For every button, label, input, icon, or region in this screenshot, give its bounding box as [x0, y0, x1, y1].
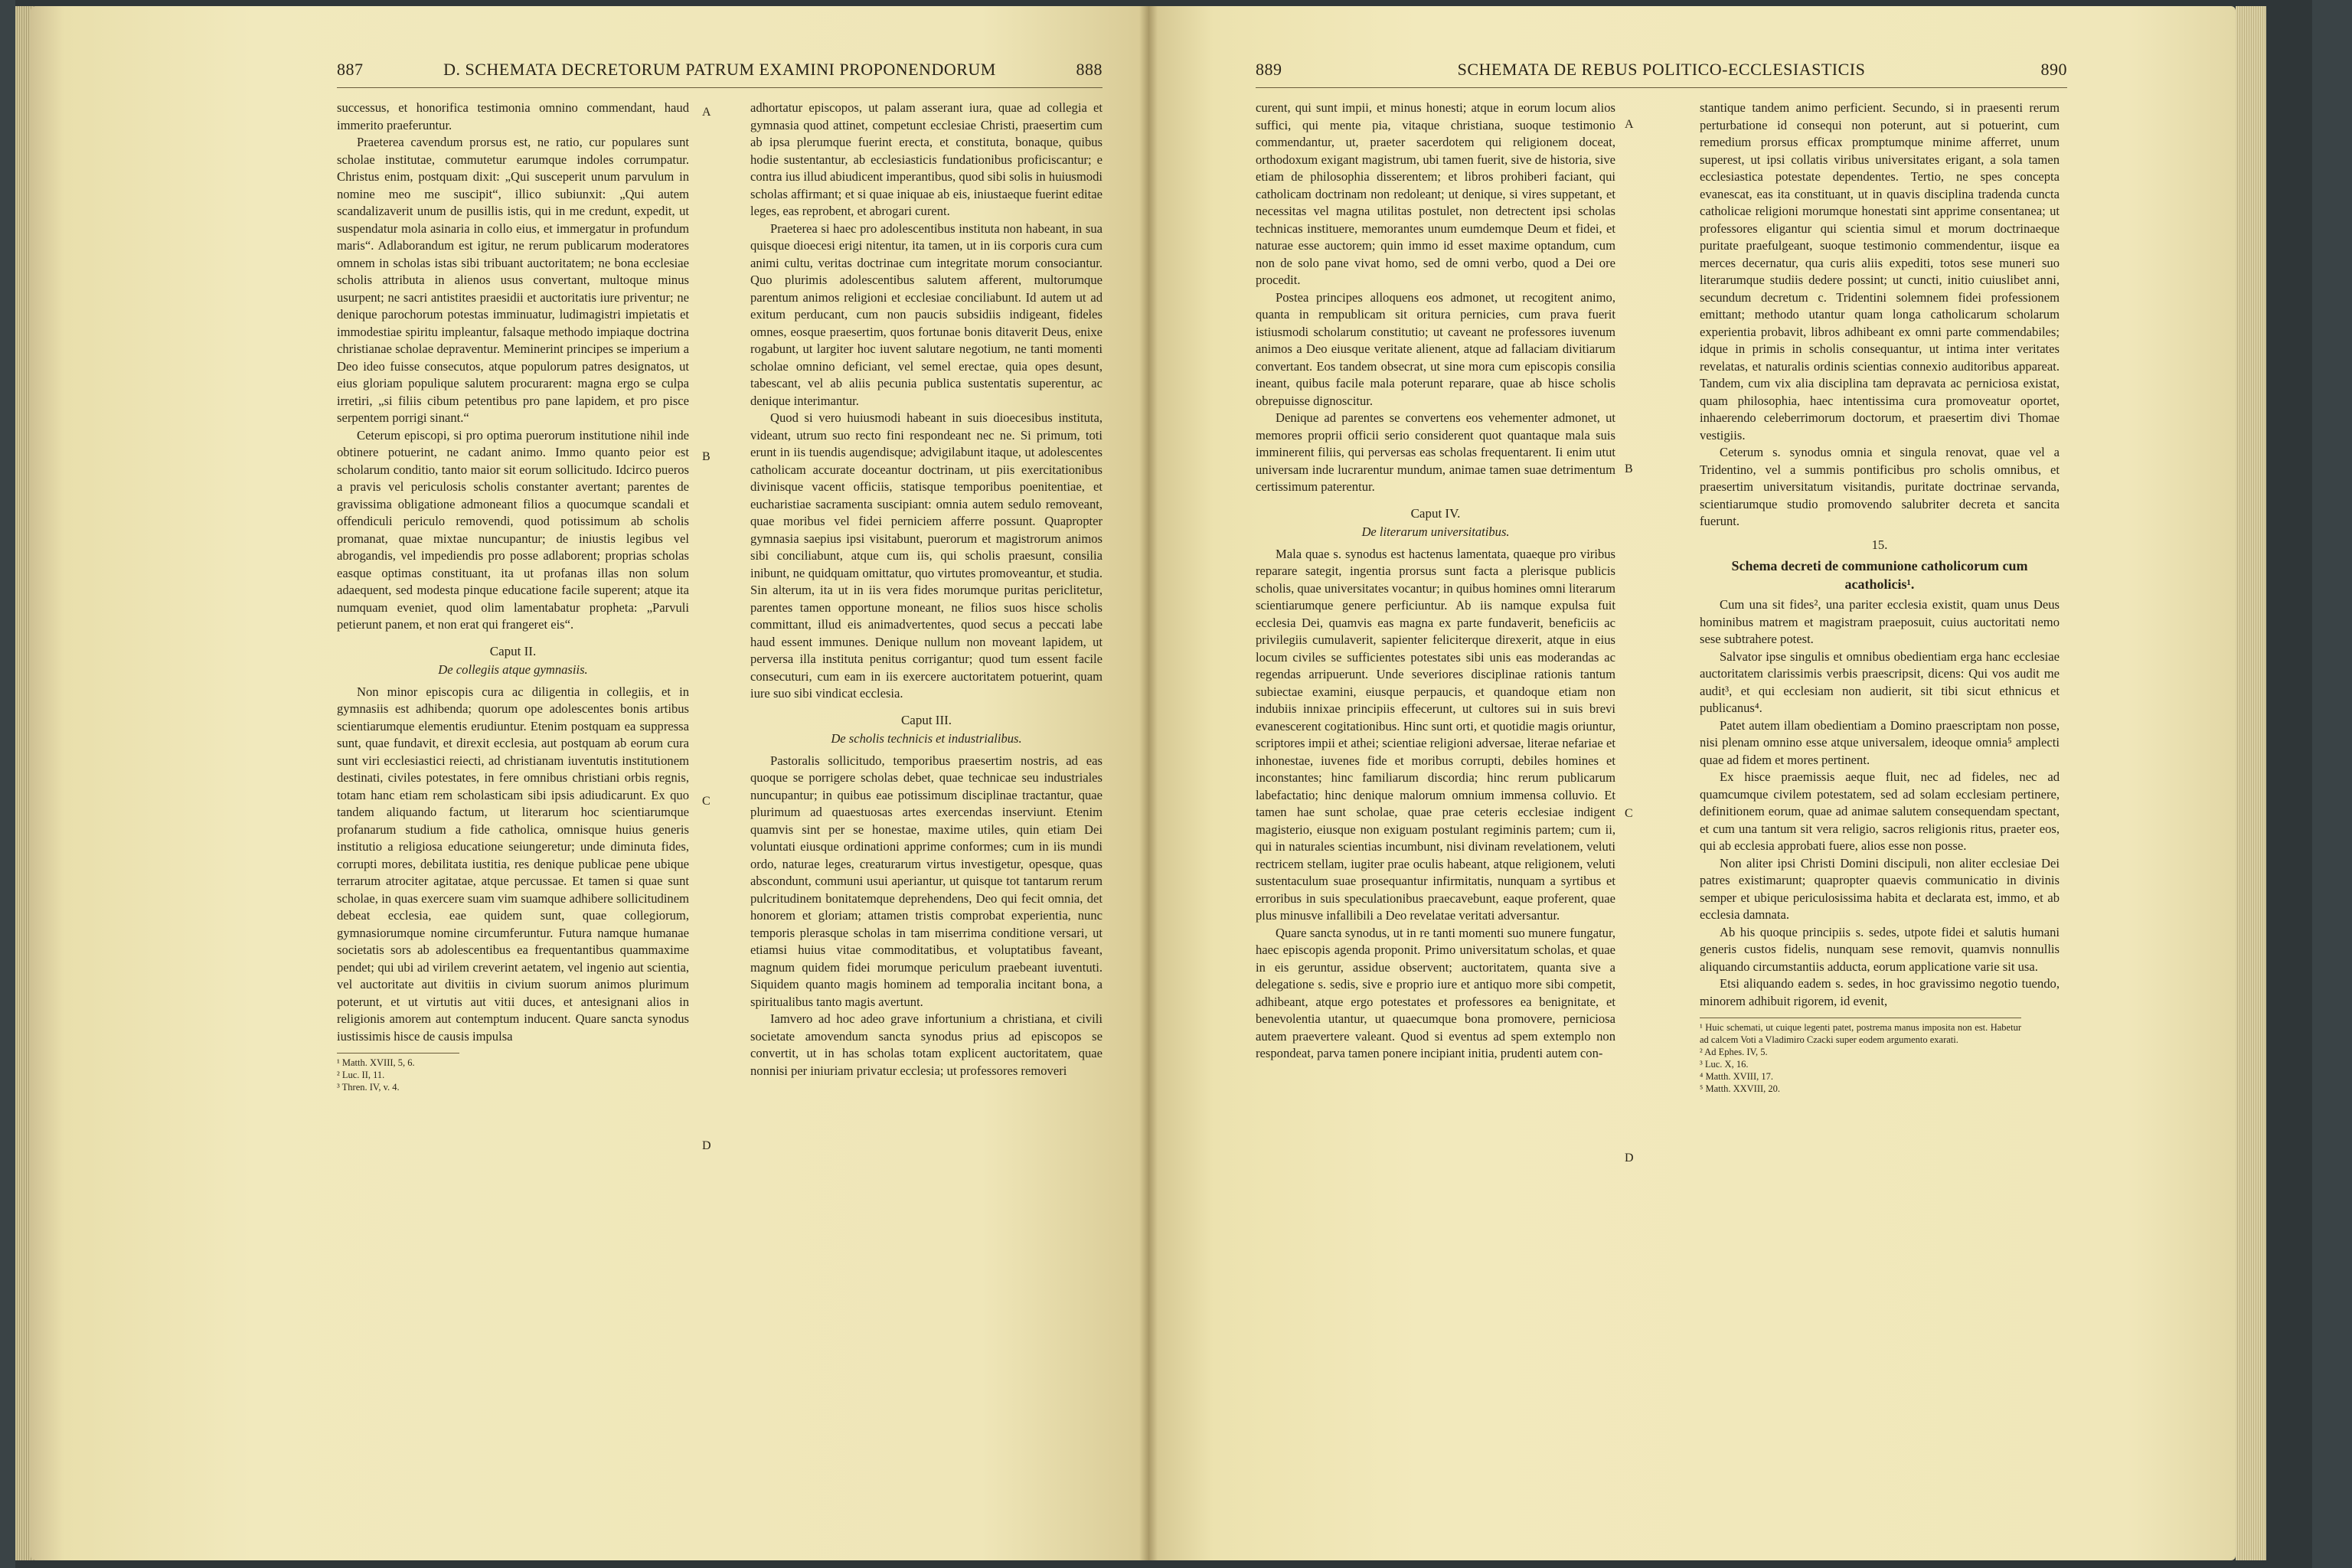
- right-page-header: [1256, 60, 2067, 80]
- footnote: ¹ Matth. XVIII, 5, 6.: [337, 1057, 415, 1068]
- chapter-subtitle: De literarum universitatibus.: [1361, 524, 1510, 539]
- paragraph: successus, et honorifica testimonia omnino commendant, haud immerito praeferuntur.: [337, 100, 689, 132]
- paragraph: Iamvero ad hoc adeo grave infortunium a christiana, et civili societate amovendum sancta synodus prius ad episcopos se convertit, ut in has scholas totam explicent auctoritatem, quae nonnisi per iniuriam privatur ecclesia; ut professores removeri: [750, 1011, 1102, 1078]
- schema-number: 15.: [1871, 537, 1888, 552]
- paragraph: Etsi aliquando eadem s. sedes, in hoc gravissimo negotio tuendo, minorem adhibuit rigorem, id evenit,: [1700, 976, 2060, 1008]
- page-number-890: 890: [2040, 60, 2067, 79]
- paragraph: Quare sancta synodus, ut in re tanti momenti suo munere fungatur, haec episcopis agenda proponit. Primo universitatum scholas, et quae in eis geruntur, assidue observent; auctoritatem, quanta sive a delegatione s. sedis, sive e proprio iure et antiquo more sibi competit, adhibeant, atque ergo potestates et professores ea benignitate, et benevolentia utantur, ut quaecumque bona promovere, perniciosa autem praevertere valeant. Quod si eventus ad spem extemplo non respondeat, parva tamen ponere incipiant initia, prudenti autem con-: [1256, 925, 1615, 1060]
- chapter-subtitle: De collegiis atque gymnasiis.: [438, 662, 588, 677]
- section-marker-d: D: [702, 1139, 711, 1152]
- paragraph: Postea principes alloquens eos admonet, ut recogitent animo, quanta in rempublicam sit oritura pernicies, cum prava fuerit istiusmodi scholarum constitutio; ut caveant ne professores iuvenum animos a Deo eiusque veritate alienent, atque ad fallaciam divitiarum convertant. Eos tandem obsecrat, ut sine mora cum episcopis consilia ineant, quibus facile mala poterunt reparare, quae ab hisce scholis obrepuisse dignoscitur.: [1256, 289, 1615, 408]
- running-title-right: SCHEMATA DE REBUS POLITICO-ECCLESIASTICIS: [1457, 60, 1866, 79]
- paragraph: stantique tandem animo perficient. Secundo, si in praesenti rerum perturbatione id consequi non poterunt, aut si potuerint, cum remedium prorsus efficax promptumque minime afferret, unum superest, ut ipsi collatis viribus universitates erigant, a sola tamen ecclesiastica potestate dependentes. Tertio, ne spes concepta evanescat, eas ita constituant, ut in quavis disciplina tradenda cuncta catholicae religioni morumque honestati sint apprime consentanea; ut professores eligantur qui scientia simul et morum doctrinaeque puritate praefulgeant, suoque testimonio commendentur, iisque ea merces decernatur, qua curis aliis expediti, totos sese muneri suo literarumque studiis dedere possint; ut cuncti, initio cuiuslibet anni, secundum decretum c. Tridentini solemnem fidei professionem emittant; methodo utantur quam longa catholicarum scholarum experientia probavit, libros adhibeant ex omni parte commendabiles; idque in primis in scholis consequantur, ut intima inter veritates revelatas, et naturalis ordinis scientias connexio auditoribus appareat. Tandem, cum vix alia disciplina tam depravata ac perniciosa existat, quam philosophia, haec intentissima cura promoveatur oportet, inhaerendo celeberrimorum doctorum, et praesertim divi Thomae vestigiis.: [1700, 100, 2060, 443]
- footnote: ² Luc. II, 11.: [337, 1070, 385, 1080]
- paragraph: Ex hisce praemissis aeque fluit, nec ad fideles, nec ad quamcumque civilem potestatem, sed ad solam ecclesiam pertinere, definitionem eorum, quae ad animae salutem consequendam spectant, et cum una tantum sit vera religio, sacros religionis ritus, praeter eos, qui ab ecclesia approbati fuere, alios esse non posse.: [1700, 769, 2060, 853]
- paragraph: adhortatur episcopos, ut palam asserant iura, quae ad collegia et gymnasia quod attinet, competunt ecclesiae Christi, praesertim cum ab ipsa plerumque fuerint erecta, et constituta, bonaque, quibus hodie sustentantur, ab ecclesiasticis fundationibus proficiscantur; e contra ius illud abiudicent imperantibus, quod sibi solis in huiusmodi scholas affirmant; et si quae iniquae ab eis, iniustaeque fuerint editae leges, eas reprobent, et abrogari curent.: [750, 100, 1102, 218]
- header-rule-right: [1256, 87, 2067, 88]
- footnote: ³ Luc. X, 16.: [1700, 1059, 1749, 1070]
- footnote: ³ Thren. IV, v. 4.: [337, 1082, 400, 1093]
- page-number-888: 888: [1076, 60, 1102, 79]
- paragraph: Ceterum episcopi, si pro optima puerorum institutione nihil inde obtinere potuerint, ne cadant animo. Immo quanto peior est scholarum conditio, tanto maior sit eorum sollicitudo. Idcirco pueros a pravis vel periculosis scholis constanter avertant; parentes de gravissima obligatione admoneant filios a quocumque scandali et offendiculi periculo removendi, quod potissimum ab scholis promanat, quae mixtae nuncupantur; de iniustis legibus vel abrogandis, vel impediendis pro posse adlaborent; proprias scholas easque optimas constituant, ita ut profanas illas non solum adaequent, sed modesta pinque educatione facile superent; atque ita numquam eveniet, quod olim lamentabatur propheta: „Parvuli petierunt panem, et non erat qui frangeret eis“.: [337, 427, 689, 632]
- schema-title: Schema decreti de communione catholicorum cum acatholicis¹.: [1731, 558, 2028, 592]
- chapter-heading: Caput IV.: [1410, 505, 1461, 521]
- paragraph: Praeterea cavendum prorsus est, ne ratio, cur populares sunt scholae institutae, commutetur earumque indoles corrumpatur. Christus enim, postquam dixit: „Qui susceperit unum parvulum in nomine meo me suscipit“, illico subiunxit: „Qui autem scandalizaverit unum de pusillis istis, qui in me credunt, expedit, ut suspendatur mola asinaria in collo eius, et immergatur in profundum maris“. Adlaborandum est igitur, ne rerum publicarum moderatores omnem in scholas istas sibi tribuant auctoritatem; ne bona ecclesiae scholis attributa in alienos usus convertant, multoque minus usurpent; ne sacri antistites praesidii et auctoritatis iure priventur; ne denique parochorum potestas imminuatur, ludimagistri impietatis et immodestiae spiritu impleantur, falsaque methodo impiaque doctrina christianae scholae depraventur. Meminerint principes se imperium a Deo ideo fuisse consecutos, atque populorum patres designatos, ut eius gloriam populique salutem procurarent: magna ergo se culpa irretiri, „si filiis cibum petentibus pro pane lapidem, et pro pisce serpentem porrigi sinant.“: [337, 135, 689, 425]
- footnote: ² Ad Ephes. IV, 5.: [1700, 1047, 1768, 1057]
- page-number-889: 889: [1256, 60, 1282, 79]
- paragraph: Salvator ipse singulis et omnibus obedientiam erga hanc ecclesiae auctoritatem clarissimis verbis praescripsit, dicens: Qui vos audit me audit³, et qui ecclesiam non audierit, sit tibi sicut ethnicus et publicanus⁴.: [1700, 648, 2060, 715]
- section-marker-c: C: [702, 795, 710, 808]
- section-marker-a: A: [702, 106, 711, 119]
- paragraph: curent, qui sunt impii, et minus honesti; atque in eorum locum alios suffici, qui mente pia, vitaque christiana, suoque testimonio commendantur, ut, praeter sacerdotem qui religionem doceat, orthodoxum exigant magistrum, ubi tamen fuerit, sive de historia, sive etiam de philosophia disserentem; et libros prohiberi faciant, qui catholicam doctrinam non redoleant; ut denique, si vires suppetant, et necessitas vel magna utilitas postulet, non detrectent ipsi scholas technicas instituere, memorantes unum eumdemque Deum et fidei, et naturae esse auctorem; quin immo id esset maxime optandum, cum non de solo pane vivat homo, sed de omni verbo, quod a Dei ore procedit.: [1256, 100, 1615, 287]
- footnotes: [1700, 1018, 2021, 1095]
- right-page-column-2: [1700, 100, 2060, 1095]
- paragraph: Non aliter ipsi Christi Domini discipuli, non aliter ecclesiae Dei patres existimarunt; quapropter quaevis communicatio in divinis semper et ubique periculosissima habita et declarata est, immo, et ab ecclesia damnata.: [1700, 855, 2060, 922]
- right-page: [1148, 6, 2236, 1560]
- paragraph: Denique ad parentes se convertens eos vehementer admonet, ut memores proprii officii serio considerent quot quantaque mala suis imminerent filiis, qui perversas eas scholas frequentarent. Ii enim utut universam inde lucrarentur mundum, animae tamen suae detrimentum certissimum paterentur.: [1256, 410, 1615, 494]
- page-edges-right: [2236, 6, 2266, 1560]
- footnotes: [337, 1053, 459, 1093]
- book-gutter: [1139, 6, 1158, 1560]
- header-rule-left: [337, 87, 1102, 88]
- section-marker-d: D: [1625, 1152, 1634, 1165]
- paragraph: Non minor episcopis cura ac diligentia in collegiis, et in gymnasiis est adhibenda; quorum ope adolescentes bonis artibus scientiarumque elementis erudiuntur. Etenim postquam ea suppressa sunt, quae fundavit, et direxit ecclesia, aut postquam ab eorum cura sunt viri ecclesiastici reiecti, ad christianam iuventutis institutionem destinati, civiles potestates, in fere omnibus christiani orbis regnis, totam hanc etiam rem scholasticam sibi ipsis adiudicarunt. Ex quo tandem aliquando factum, ut literarum hoc scientiarumque profanarum studium a fide catholica, omnisque huius generis institutio a religiosa educatione seiungeretur; unde diminuta fides, corrupti mores, debilitata iustitia, res denique publicae pene ubique terrarum atrociter agitatae, atque percussae. Et tamen si quae sunt scholae, in quas exercere suam vim suamque adhibere sollicitudinem debeat ecclesia, eae quidem sunt, quae collegiorum, gymnasiorumque nomine circumferuntur. Futura namque humanae societatis sors ab adolescentibus ea frequentantibus quammaxime pendet; qui ubi ad virilem creverint aetatem, vel ingenio aut scientia, vel auctoritate aut divitiis in civium suorum animos plurimum poterunt, et ut virtutis aut vitii duces, et antesignani alios in religionis amorem aut contemptum inducent. Quare sancta synodus iustissimis hisce de causis impulsa: [337, 684, 689, 1044]
- chapter-heading: Caput III.: [900, 712, 952, 727]
- paragraph: Patet autem illam obedientiam a Domino praescriptam non posse, nisi plenam omnino esse atque universalem, ideoque omnia⁵ amplecti quae ad fidem et mores pertinent.: [1700, 717, 2060, 767]
- paragraph: Ab his quoque principiis s. sedes, utpote fidei et salutis humani generis custos fidelis, nunquam sese removit, quamvis nonnullis aliquando circumstantiis adducta, eorum applicatione varie sit usa.: [1700, 924, 2060, 974]
- right-page-column-1: [1256, 100, 1615, 1063]
- section-marker-a: A: [1625, 118, 1634, 131]
- paragraph: Cum una sit fides², una pariter ecclesia existit, quam unus Deus hominibus matrem et magistram praeposuit, cuius auctoritati nemo sese subtrahere potest.: [1700, 597, 2060, 646]
- page-number-887: 887: [337, 60, 364, 79]
- chapter-heading: Caput II.: [489, 643, 537, 658]
- chapter-subtitle: De scholis technicis et industrialibus.: [831, 731, 1022, 746]
- left-page-header: [337, 60, 1102, 80]
- running-title-left: D. SCHEMATA DECRETORUM PATRUM EXAMINI PROPONENDORUM: [443, 60, 996, 79]
- paragraph: Pastoralis sollicitudo, temporibus praesertim nostris, ad eas quoque se porrigere scholas debet, quae technicae seu industriales nuncupantur; in quibus eae potissimum disciplinae tractantur, quae plurimum ad quaestuosas artes exercendas inserviunt. Etenim quamvis sint per se honestae, maxime utiles, quin etiam Dei voluntati eiusque ordinationi apprime conformes; cum in iis mundi ordo, naturae leges, creaturarum virtus investigetur, opesque, quas abscondunt, communi usui aperiantur, ut quisque tot tantarum rerum pulcritudinem bonitatemque deprehendens, Deo qui fecit omnia, det honorem et gloriam; attamen tristis comprobat experientia, nunc temporis plerasque scholas in tam miserrima conditione versari, ut etiamsi huius vitae commoditatibus, et voluptatibus faveant, magnum quidem fidei morumque periculum praebeant iuventuti. Siquidem quanto magis hominem ad temporalia incitant bona, a spiritualibus tanto magis avertunt.: [750, 753, 1102, 1009]
- footnote: ⁵ Matth. XXVIII, 20.: [1700, 1083, 1781, 1094]
- section-marker-b: B: [1625, 462, 1633, 475]
- paragraph: Praeterea si haec pro adolescentibus instituta non habeant, in sua quisque dioecesi erigi nitentur, ita tamen, ut in iis corporis cura cum animi cultu, veritas doctrinae cum integritate morum consociantur. Quo plurimis adolescentibus salutem afferent, multorumque parentum animos religioni et ecclesiae conciliabunt. Id autem ut ad exitum perducant, cum non paucis subsidiis indigeant, fideles omnes, eosque praesertim, quos fortunae bonis ditaverit Deus, enixe rogabunt, ut largiter hoc iuvent salutare negotium, ne tanti momenti scholae omnino deficiant, vel semel erectae, quia opes desunt, tabescant, vel ab aliis pecunia publica sustentatis superentur, ac denique interimantur.: [750, 220, 1102, 408]
- left-page: [31, 6, 1148, 1560]
- left-page-column-2: [750, 100, 1102, 1080]
- paragraph: Mala quae s. synodus est hactenus lamentata, quaeque pro viribus reparare sategit, ingentia prorsus sunt facta a plerisque publicis scholis, quae universitates vocantur; in quibus homines omni literarum scientiarumque genere perficiuntur. Ab iis namque expulsa fuit ecclesia Dei, quamvis eas magna ex parte fundaverit, beneficiis ac privilegiis cumulaverit, sapienter feliciterque direxerit, atque in eius locum civiles se sufficientes potestates sibi unis eas moderandas ac regendas arripuerunt. Unde severiores disciplinae rationis tantum subiectae examini, eiusque perpaucis, et quandoque etiam non indubiis innixae principiis effecerunt, ut cultores sui in suis brevi evanescerent cogitationibus. Hinc sunt orti, et quotidie magis oriuntur, scriptores impii et athei; scientiae religioni adversae, literae nefariae et inhonestae, iuvenes fide et moribus corrupti, debiles homines et inconstantes; hinc familiarum discordia; hinc rerum publicarum labefactatio; hinc denique malorum omnium immensa colluvio. Et tamen hae sunt scholae, quae prae ceteris ecclesiae indigent magisterio, eiusque non exiguam postulant regiminis partem; cum ii, qui in naturales scientias incumbunt, nisi divinam revelationem, veluti rectricem stellam, iugiter prae oculis habeant, atque religionem, veluti sustentaculum suae prosequantur infirmitatis, nunquam a syrtibus et erroribus in suis speculationibus praecavebunt, eaque proferent, quae plus minusve infallibili a Deo revelatae veritati adversantur.: [1256, 546, 1615, 923]
- footnote: ¹ Huic schemati, ut cuique legenti patet, postrema manus imposita non est. Habetur ad calcem Voti a Vladimiro Czacki super eodem argumento exarati.: [1700, 1022, 2021, 1045]
- section-marker-c: C: [1625, 807, 1633, 820]
- footnote: ⁴ Matth. XVIII, 17.: [1700, 1071, 1774, 1082]
- left-page-column-1: [337, 100, 689, 1093]
- paragraph: Ceterum s. synodus omnia et singula renovat, quae vel a Tridentino, vel a summis pontificibus pro scholis omnibus, et praesertim universitatum visitandis, puritate doctrinae servanda, scientiarumque studio promovendo salubriter decreta et sancita fuerunt.: [1700, 445, 2060, 528]
- paragraph: Quod si vero huiusmodi habeant in suis dioecesibus instituta, videant, utrum suo recto fini respondeant nec ne. Si primum, toti erunt in iis tuendis augendisque; advigilabunt itaque, ut adolescentes catholicam accurate doceantur doctrinam, ut piis exercitationibus divinisque vacent officiis, statisque temporibus poenitentiae, et eucharistiae sacramenta suscipiant: omnia autem sedulo removeant, quae moribus vel fidei perniciem afferre possunt. Quapropter gymnasia saepius ipsi visitabunt, puerorum et magistrorum animos sibi conciliabunt, atque cum iis, qui scholis praesunt, consilia inibunt, ne quidquam omittatur, quo virtutes promoveantur, et studia. Sin alterum, ita ut in iis vera fides morumque puritas periclitetur, parentes tamen opportune moneant, ne filios suos hisce scholis committant, illud eis animadvertentes, quod secus a peccati labe haud essent immunes. Denique nullum non moveant lapidem, ut perversa illa instituta penitus corrigantur; quod tum essent facile consecuturi, cum eam in iis exercere auctoritatem potuerint, quam iure suo sibi vindicat ecclesia.: [750, 410, 1102, 701]
- section-marker-b: B: [702, 450, 710, 463]
